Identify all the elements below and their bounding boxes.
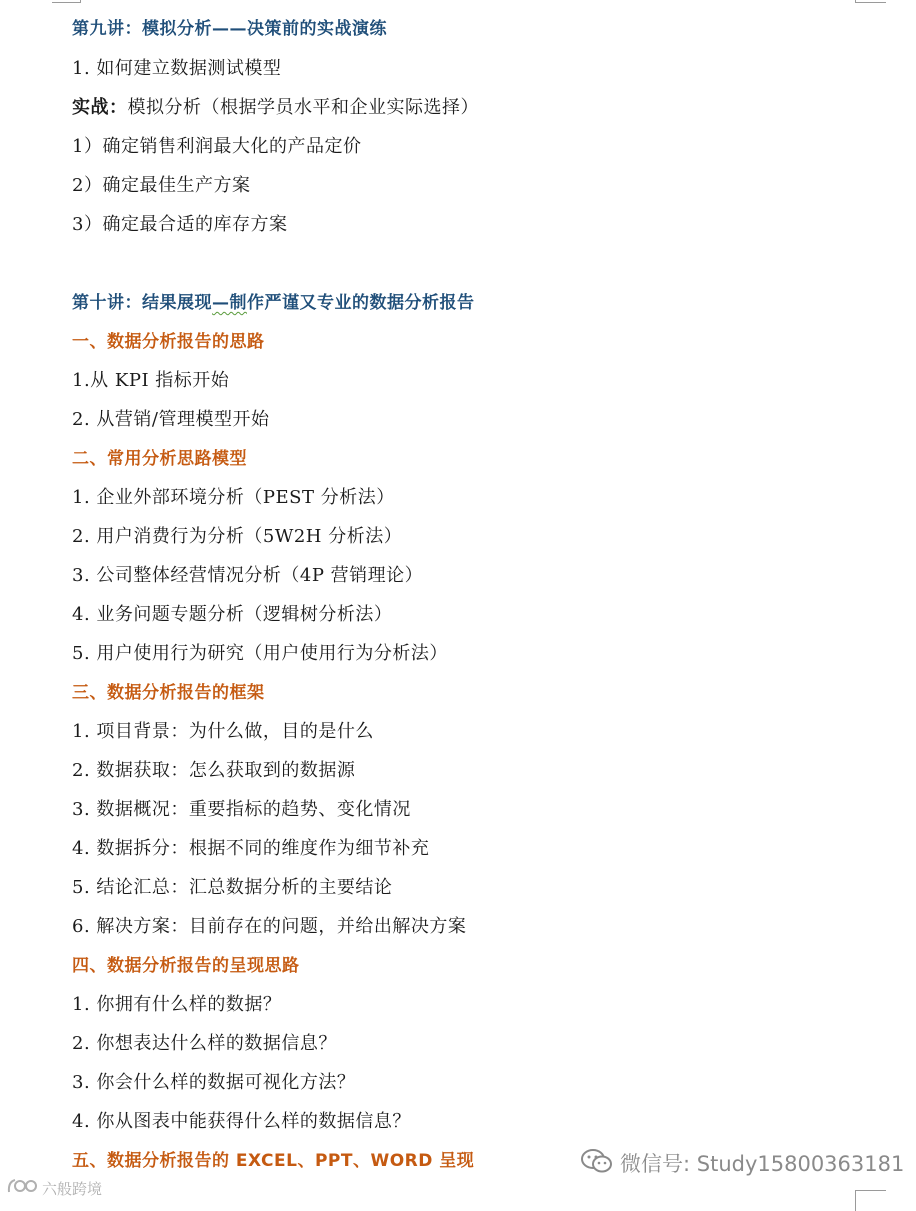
list-item: 1. 项目背景：为什么做，目的是什么: [72, 721, 374, 742]
list-item: 4. 数据拆分：根据不同的维度作为细节补充: [72, 838, 430, 859]
page-corner-mark: [52, 0, 81, 3]
list-item: 4. 业务问题专题分析（逻辑树分析法）: [72, 604, 393, 625]
list-item: 3. 数据概况：重要指标的趋势、变化情况: [72, 799, 411, 820]
practice-sub-item: 2）确定最佳生产方案: [72, 175, 251, 196]
brand-watermark: [6, 1176, 102, 1200]
practice-sub-item: 1）确定销售利润最大化的产品定价: [72, 136, 362, 157]
page-corner-mark: [855, 0, 886, 3]
list-item: 2. 用户消费行为分析（5W2H 分析法）: [72, 526, 403, 547]
list-item: 5. 结论汇总：汇总数据分析的主要结论: [72, 877, 393, 898]
list-item: 2. 你想表达什么样的数据信息？: [72, 1033, 337, 1054]
lecture10-title: [72, 291, 475, 315]
section-heading: 二、常用分析思路模型: [72, 449, 247, 469]
list-item: 3. 公司整体经营情况分析（4P 营销理论）: [72, 565, 424, 586]
list-item: 3. 你会什么样的数据可视化方法？: [72, 1072, 356, 1093]
brand-logo-icon: [6, 1176, 38, 1200]
page-corner-mark: [855, 1190, 886, 1211]
list-item: 2. 数据获取：怎么获取到的数据源: [72, 760, 356, 781]
list-item: 4. 你从图表中能获得什么样的数据信息？: [72, 1111, 411, 1132]
lecture9-item: 1. 如何建立数据测试模型: [72, 58, 282, 79]
list-item: 2. 从营销/管理模型开始: [72, 409, 270, 430]
section-heading: 三、数据分析报告的框架: [72, 683, 265, 703]
list-item: 1.从 KPI 指标开始: [72, 370, 230, 391]
wechat-watermark: [580, 1148, 904, 1178]
wechat-id-text: 微信号: Study15800363181: [620, 1152, 905, 1176]
brand-watermark-text: 六般跨境: [42, 1179, 103, 1198]
lecture9-title: 第九讲：模拟分析——决策前的实战演练: [72, 19, 387, 39]
lecture10-title-part: 第十讲：结果展现: [72, 293, 212, 313]
list-item: 6. 解决方案：目前存在的问题，并给出解决方案: [72, 916, 467, 937]
practice-text: 模拟分析（根据学员水平和企业实际选择）: [127, 97, 479, 118]
section-heading: 五、数据分析报告的 EXCEL、PPT、WORD 呈现: [72, 1151, 475, 1171]
section-heading: 一、数据分析报告的思路: [72, 332, 265, 352]
practice-sub-item: 3）确定最合适的库存方案: [72, 214, 288, 235]
list-item: 5. 用户使用行为研究（用户使用行为分析法）: [72, 643, 448, 664]
wechat-icon: [580, 1147, 614, 1180]
section-heading: 四、数据分析报告的呈现思路: [72, 956, 300, 976]
list-item: 1. 企业外部环境分析（PEST 分析法）: [72, 487, 395, 508]
spellcheck-marked-text: —制: [212, 293, 247, 313]
lecture10-title-part: 作严谨又专业的数据分析报告: [247, 293, 475, 313]
practice-label: 实战：: [72, 97, 128, 118]
list-item: 1. 你拥有什么样的数据？: [72, 994, 282, 1015]
practice-line: [72, 96, 479, 120]
